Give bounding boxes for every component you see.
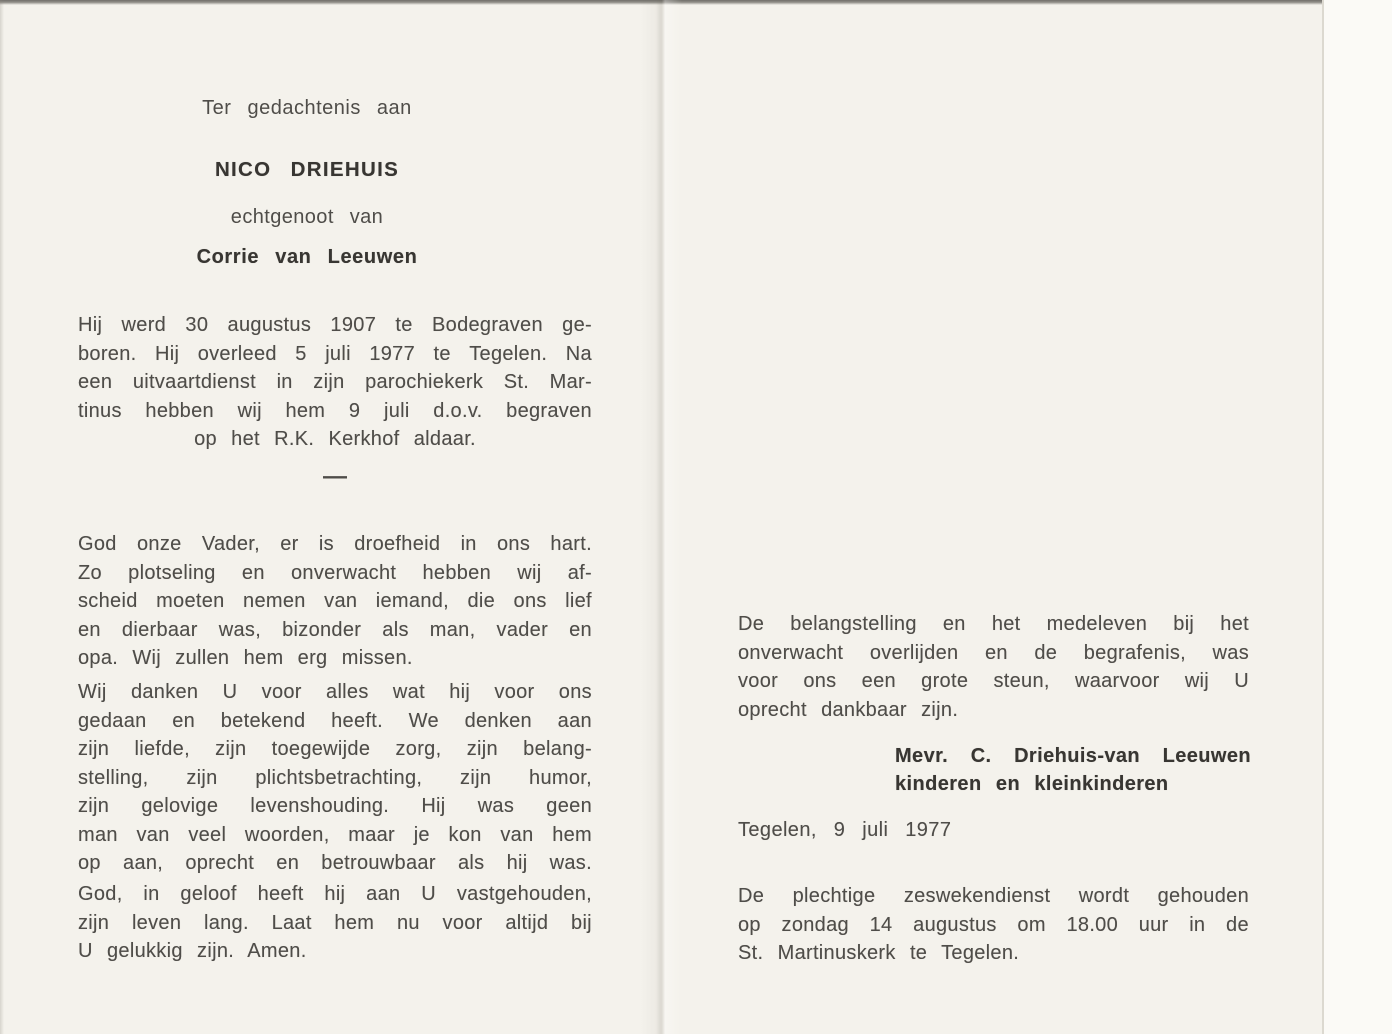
text-line: scheid moeten nemen van iemand, die ons lief: [78, 590, 592, 612]
paragraph-biography: [78, 311, 592, 454]
text-line: zijn gelovige levenshouding. Hij was geen: [78, 795, 592, 817]
spouse-name: Corrie van Leeuwen: [196, 246, 418, 268]
text-line: zijn leven lang. Laat hem nu voor altijd bij: [78, 911, 592, 934]
paragraph-prayer: [78, 880, 592, 966]
relation-line: echtgenoot van: [230, 206, 384, 228]
text-line: oprecht dankbaar zijn.: [738, 698, 959, 721]
section-divider-dash: —: [323, 463, 347, 490]
text-line: op het R.K. Kerkhof aldaar.: [194, 428, 476, 450]
card-left-edge: [0, 0, 4, 1034]
text-line: man van veel woorden, maar je kon van hem: [78, 823, 592, 846]
text-line: een uitvaartdienst in zijn parochiekerk St. Mar-: [78, 371, 592, 393]
text-line: U gelukkig zijn. Amen.: [78, 940, 307, 962]
scan-background-strip: [1324, 0, 1392, 1034]
paragraph-gratitude: [78, 678, 592, 878]
text-line: De plechtige zeswekendienst wordt gehouden: [738, 885, 1249, 907]
text-line: op aan, oprecht en betrouwbaar als hij was.: [78, 852, 592, 874]
text-line: De belangstelling en het medeleven bij het: [738, 613, 1249, 635]
text-line: God onze Vader, er is droefheid in ons hart.: [78, 533, 592, 555]
paragraph-grief: [78, 530, 592, 673]
text-line: zijn liefde, zijn toegewijde zorg, zijn belang-: [78, 738, 592, 760]
text-line: God, in geloof heeft hij aan U vastgehouden,: [78, 883, 592, 905]
signature-name: Mevr. C. Driehuis-van Leeuwen: [895, 745, 1251, 767]
text-line: gedaan en betekend heeft. We denken aan: [78, 709, 592, 732]
text-line: voor ons een grote steun, waarvoor wij U: [738, 670, 1249, 692]
text-line: Hij werd 30 augustus 1907 te Bodegraven ge-: [78, 314, 592, 336]
deceased-name: NICO DRIEHUIS: [214, 158, 400, 181]
center-fold-crease: [640, 0, 682, 1034]
paragraph-thanks: [738, 610, 1249, 724]
paragraph-memorial-service: [738, 882, 1249, 968]
signature-family: kinderen en kleinkinderen: [895, 772, 1169, 795]
text-line: opa. Wij zullen hem erg missen.: [78, 647, 413, 669]
text-line: tinus hebben wij hem 9 juli d.o.v. begraven: [78, 399, 592, 422]
text-line: en dierbaar was, bizonder als man, vader en: [78, 618, 592, 641]
text-line: St. Martinuskerk te Tegelen.: [738, 942, 1020, 964]
text-line: Wij danken U voor alles wat hij voor ons: [78, 681, 592, 703]
signature-block: [895, 743, 1251, 798]
place-date-line: Tegelen, 9 juli 1977: [738, 819, 952, 841]
text-line: stelling, zijn plichtsbetrachting, zijn humor,: [78, 766, 592, 789]
text-line: boren. Hij overleed 5 juli 1977 te Tegelen. Na: [78, 342, 592, 365]
text-line: Zo plotseling en onverwacht hebben wij af-: [78, 561, 592, 584]
dedication-line: Ter gedachtenis aan: [202, 97, 412, 119]
text-line: op zondag 14 augustus om 18.00 uur in de: [738, 913, 1249, 936]
text-line: onverwacht overlijden en de begrafenis, was: [738, 641, 1249, 664]
